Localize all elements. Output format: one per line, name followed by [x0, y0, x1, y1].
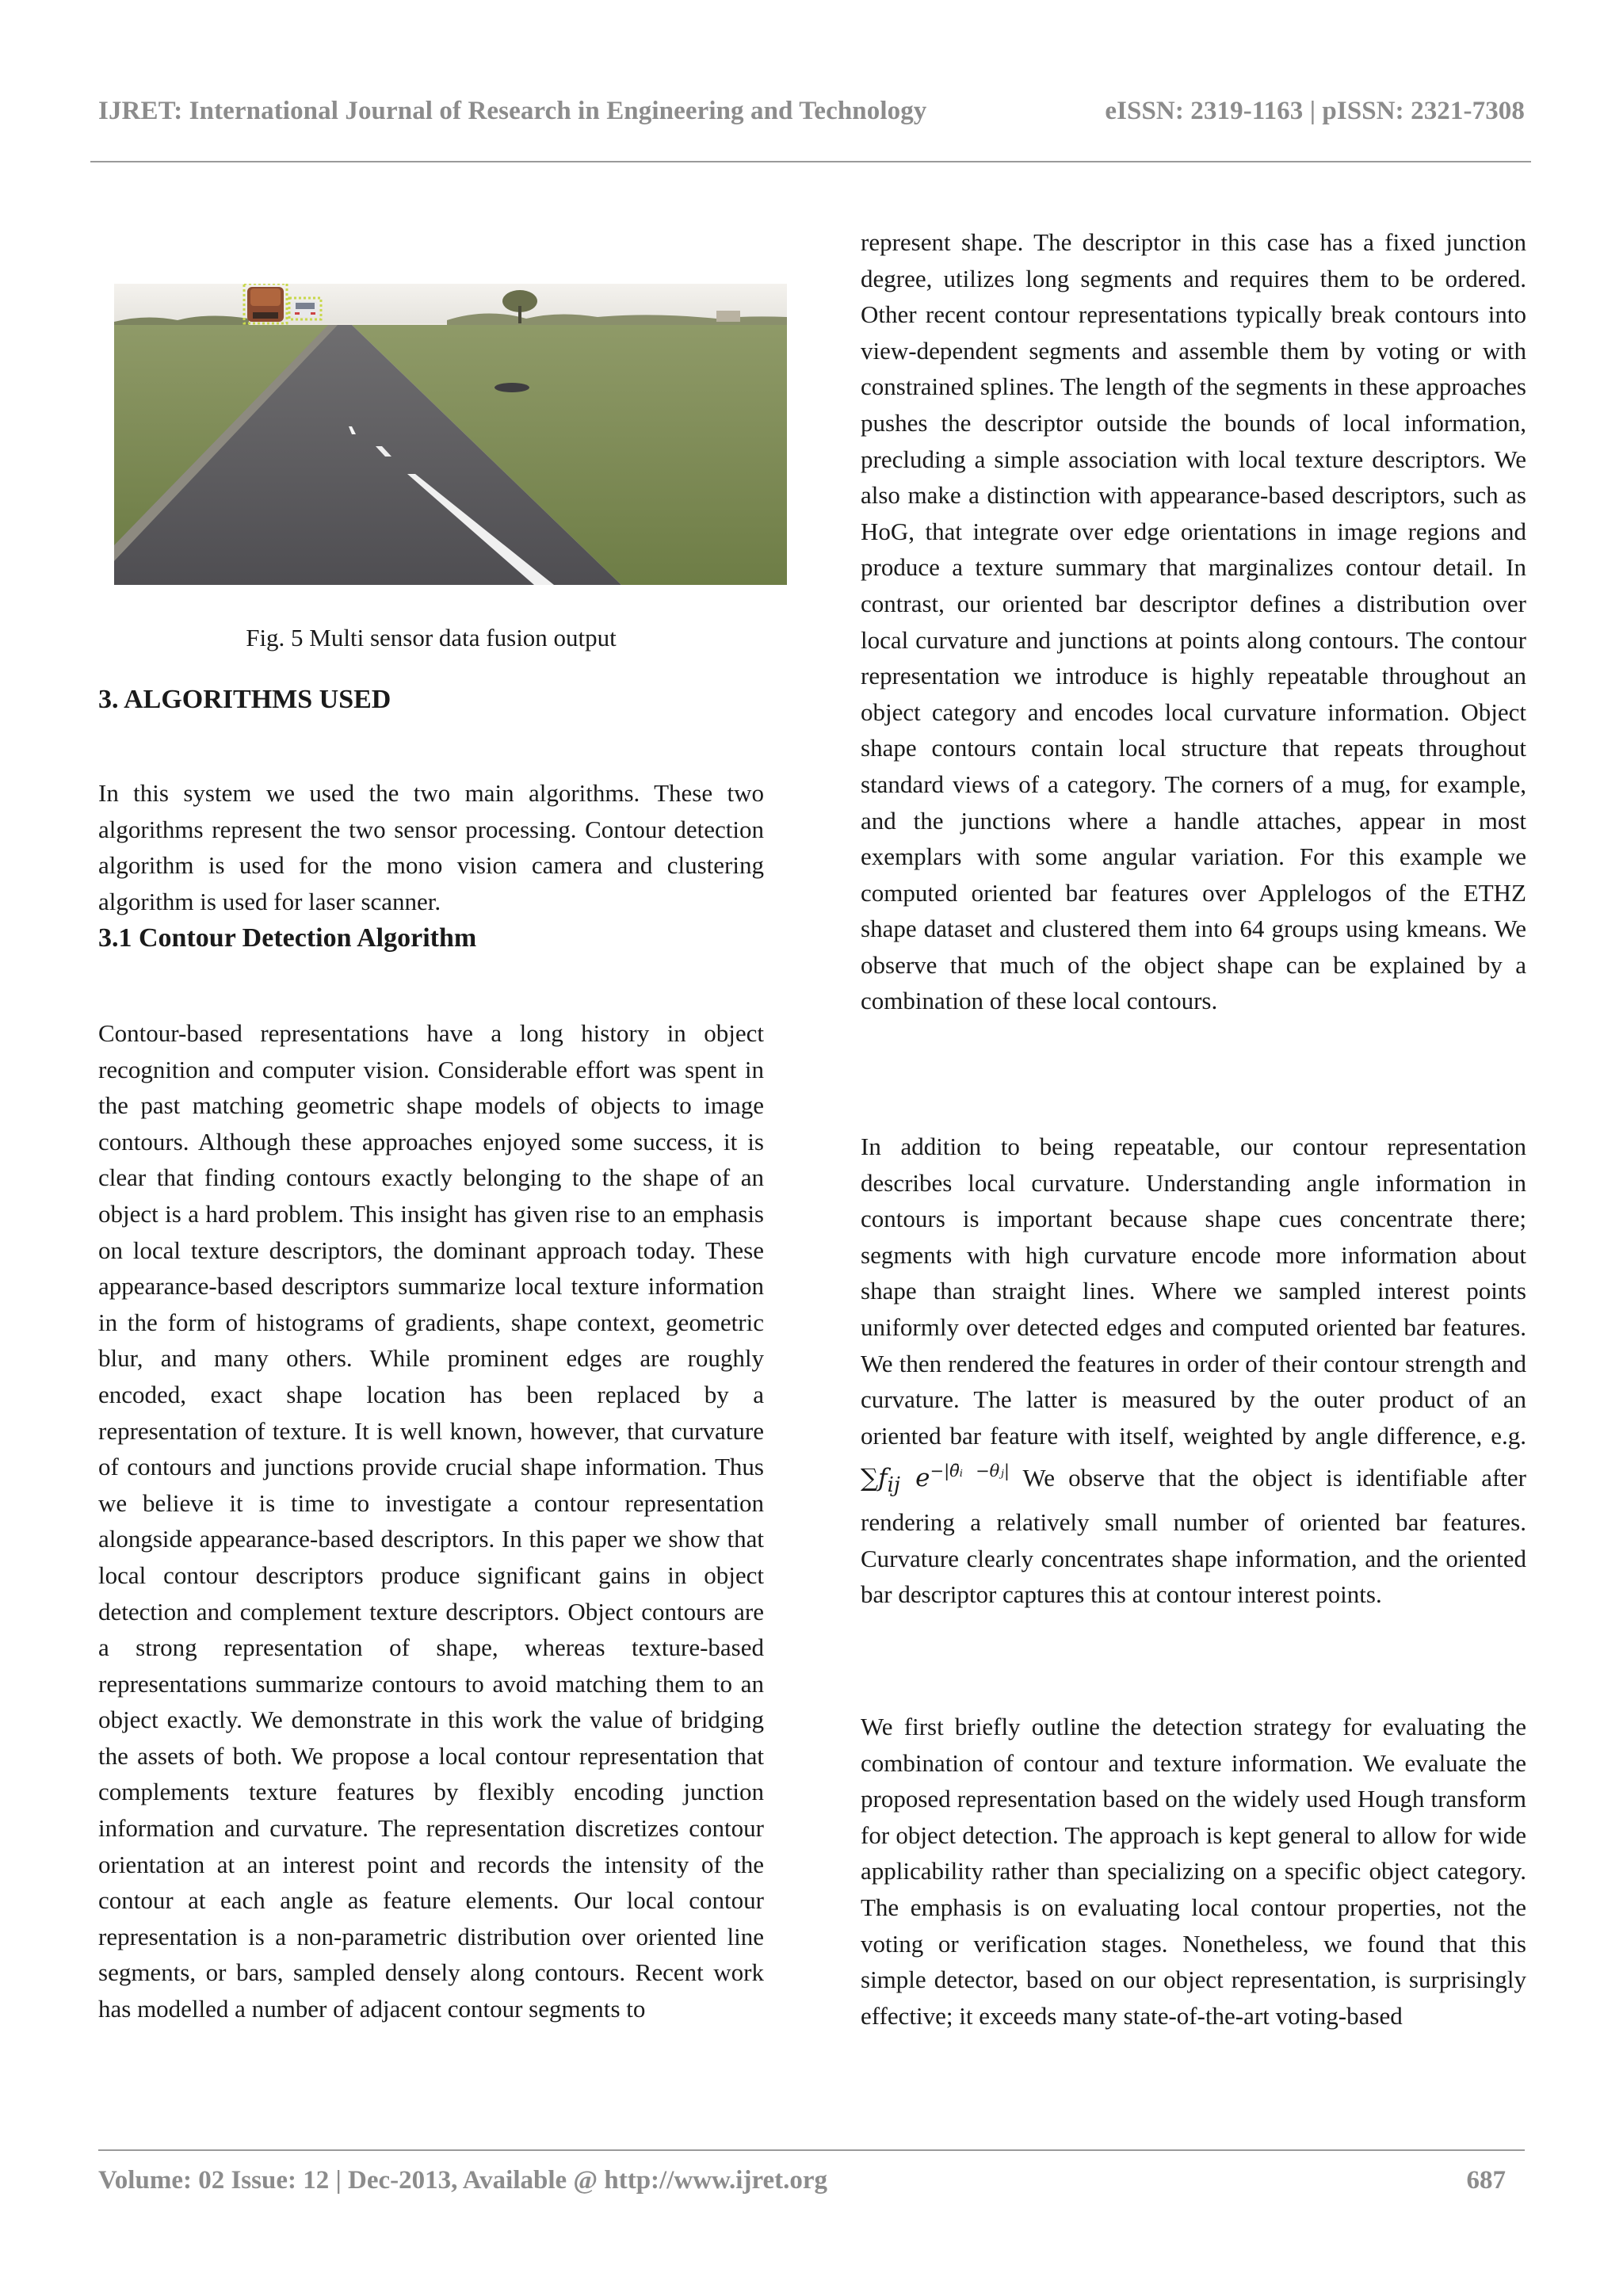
figure-caption: Fig. 5 Multi sensor data fusion output — [246, 624, 617, 651]
page-number: 687 — [1466, 2166, 1506, 2195]
volume-info: Volume: 02 Issue: 12 | Dec-2013, Available @ http://www.ijret.org — [98, 2166, 828, 2195]
body-text-right-2b: We observe that the object is identifiable after rendering a relatively small number of oriented bar features. Curvature clearly concentrates shape information, and the oriented bar descriptor captures this at contour interest points. — [861, 1464, 1527, 1609]
page-header — [98, 97, 1525, 126]
issn-label: eISSN: 2319-1163 | pISSN: 2321-7308 — [1105, 97, 1525, 125]
curvature-formula: $\sum f_{ij}$ $e^{-|\thetāᵢ -\theta ⱼ|}$ — [861, 1461, 1010, 1498]
body-text-right-1: represent shape. The descriptor in this case has a fixed junction degree, utilizes long segments and requires them to be ordered. Other recent contour representations typically break contours into view-dependent segments and assemble them by voting or with constrained splines. The length of the segments in these approaches pushes the descriptor outside the bounds of local information, precluding a simple association with local texture descriptors. We also make a distinction with appearance-based descriptors, such as HoG, that integrate over edge orientations in image regions and produce a texture summary that marginalizes contour detail. In contrast, our oriented bar descriptor defines a distribution over local curvature and junctions at points along contours. The contour representation we introduce is highly repeatable throughout an object category and encodes local curvature information. Object shape contours contain local structure that repeats throughout standard views of a category. The corners of a mug, for example, and the junctions where a handle attaches, appear in most exemplars with some angular variation. For this example we computed oriented bar features over Applelogos of the ETHZ shape dataset and clustered them into 64 groups using kmeans. We observe that much of the object shape can be explained by a combination of these local contours. — [861, 228, 1526, 1015]
section-heading: 3. ALGORITHMS USED — [98, 685, 391, 714]
subsection-heading: 3.1 Contour Detection Algorithm — [98, 923, 477, 953]
header-rule — [90, 161, 1531, 162]
fusion-output-figure — [114, 284, 787, 585]
footer-rule — [98, 2149, 1525, 2151]
section-intro: In this system we used the two main algorithms. These two algorithms represent the two sensor processing. Contour detection algorithm is used for the mono vision camera and clustering algorithm is used for laser scanner. — [98, 779, 764, 915]
body-text-right-2 — [861, 1129, 1526, 1613]
body-text-right-2a: In addition to being repeatable, our contour representation describes local curvature. Understanding angle information in contours is important because shape cues concentrate there; segments with high curvature encode more information about shape than straight lines. Where we sampled interest points uniformly over detected edges and computed oriented bar features. We then rendered the features in order of their contour strength and curvature. The latter is measured by the outer product of an oriented bar feature with itself, weighted by angle difference, e.g. — [861, 1133, 1526, 1450]
body-text-left: Contour-based representations have a long history in object recognition and computer vision. Considerable effort was spent in the past matching geometric shape models of objects to image contours. Although these approaches enjoyed some success, it is clear that finding contours exactly belonging to the shape of an object is a hard problem. This insight has given rise to an emphasis on local texture descriptors, the dominant approach today. These appearance-based descriptors summarize local texture information in the form of histograms of gradients, shape context, geometric blur, and many others. While prominent edges are roughly encoded, exact shape location has been replaced by a representation of texture. It is well known, however, that curvature of contours and junctions provide crucial shape information. Thus we believe it is time to investigate a contour representation alongside appearance-based descriptors. In this paper we show that local contour descriptors produce significant gains in object detection and complement texture descriptors. Object contours are a strong representation of shape, whereas texture-based representations summarize contours to avoid matching them to an object exactly. We demonstrate in this work the value of bridging the assets of both. We propose a local contour representation that complements texture features by flexibly encoding junction information and curvature. The representation discretizes contour orientation at an interest point and records the intensity of the contour at each angle as feature elements. Our local contour representation is a non-parametric distribution over oriented line segments, or bars, sampled densely along contours. Recent work has modelled a number of adjacent contour segments to — [98, 1019, 764, 2023]
road-scene-image — [114, 284, 787, 585]
page-footer — [98, 2166, 1506, 2195]
journal-title: IJRET: International Journal of Research in Engineering and Technology — [98, 97, 927, 125]
body-text-right-3: We first briefly outline the detection strategy for evaluating the combination of contour and texture information. We evaluate the proposed representation based on the widely used Hough transform for object detection. The approach is kept general to allow for wide applicability rather than specializing on a specific object category. The emphasis is on evaluating local contour properties, not the voting or verification stages. Nonetheless, we found that this simple detector, based on our object representation, is surprisingly effective; it exceeds many state-of-the-art voting-based — [861, 1713, 1526, 2030]
